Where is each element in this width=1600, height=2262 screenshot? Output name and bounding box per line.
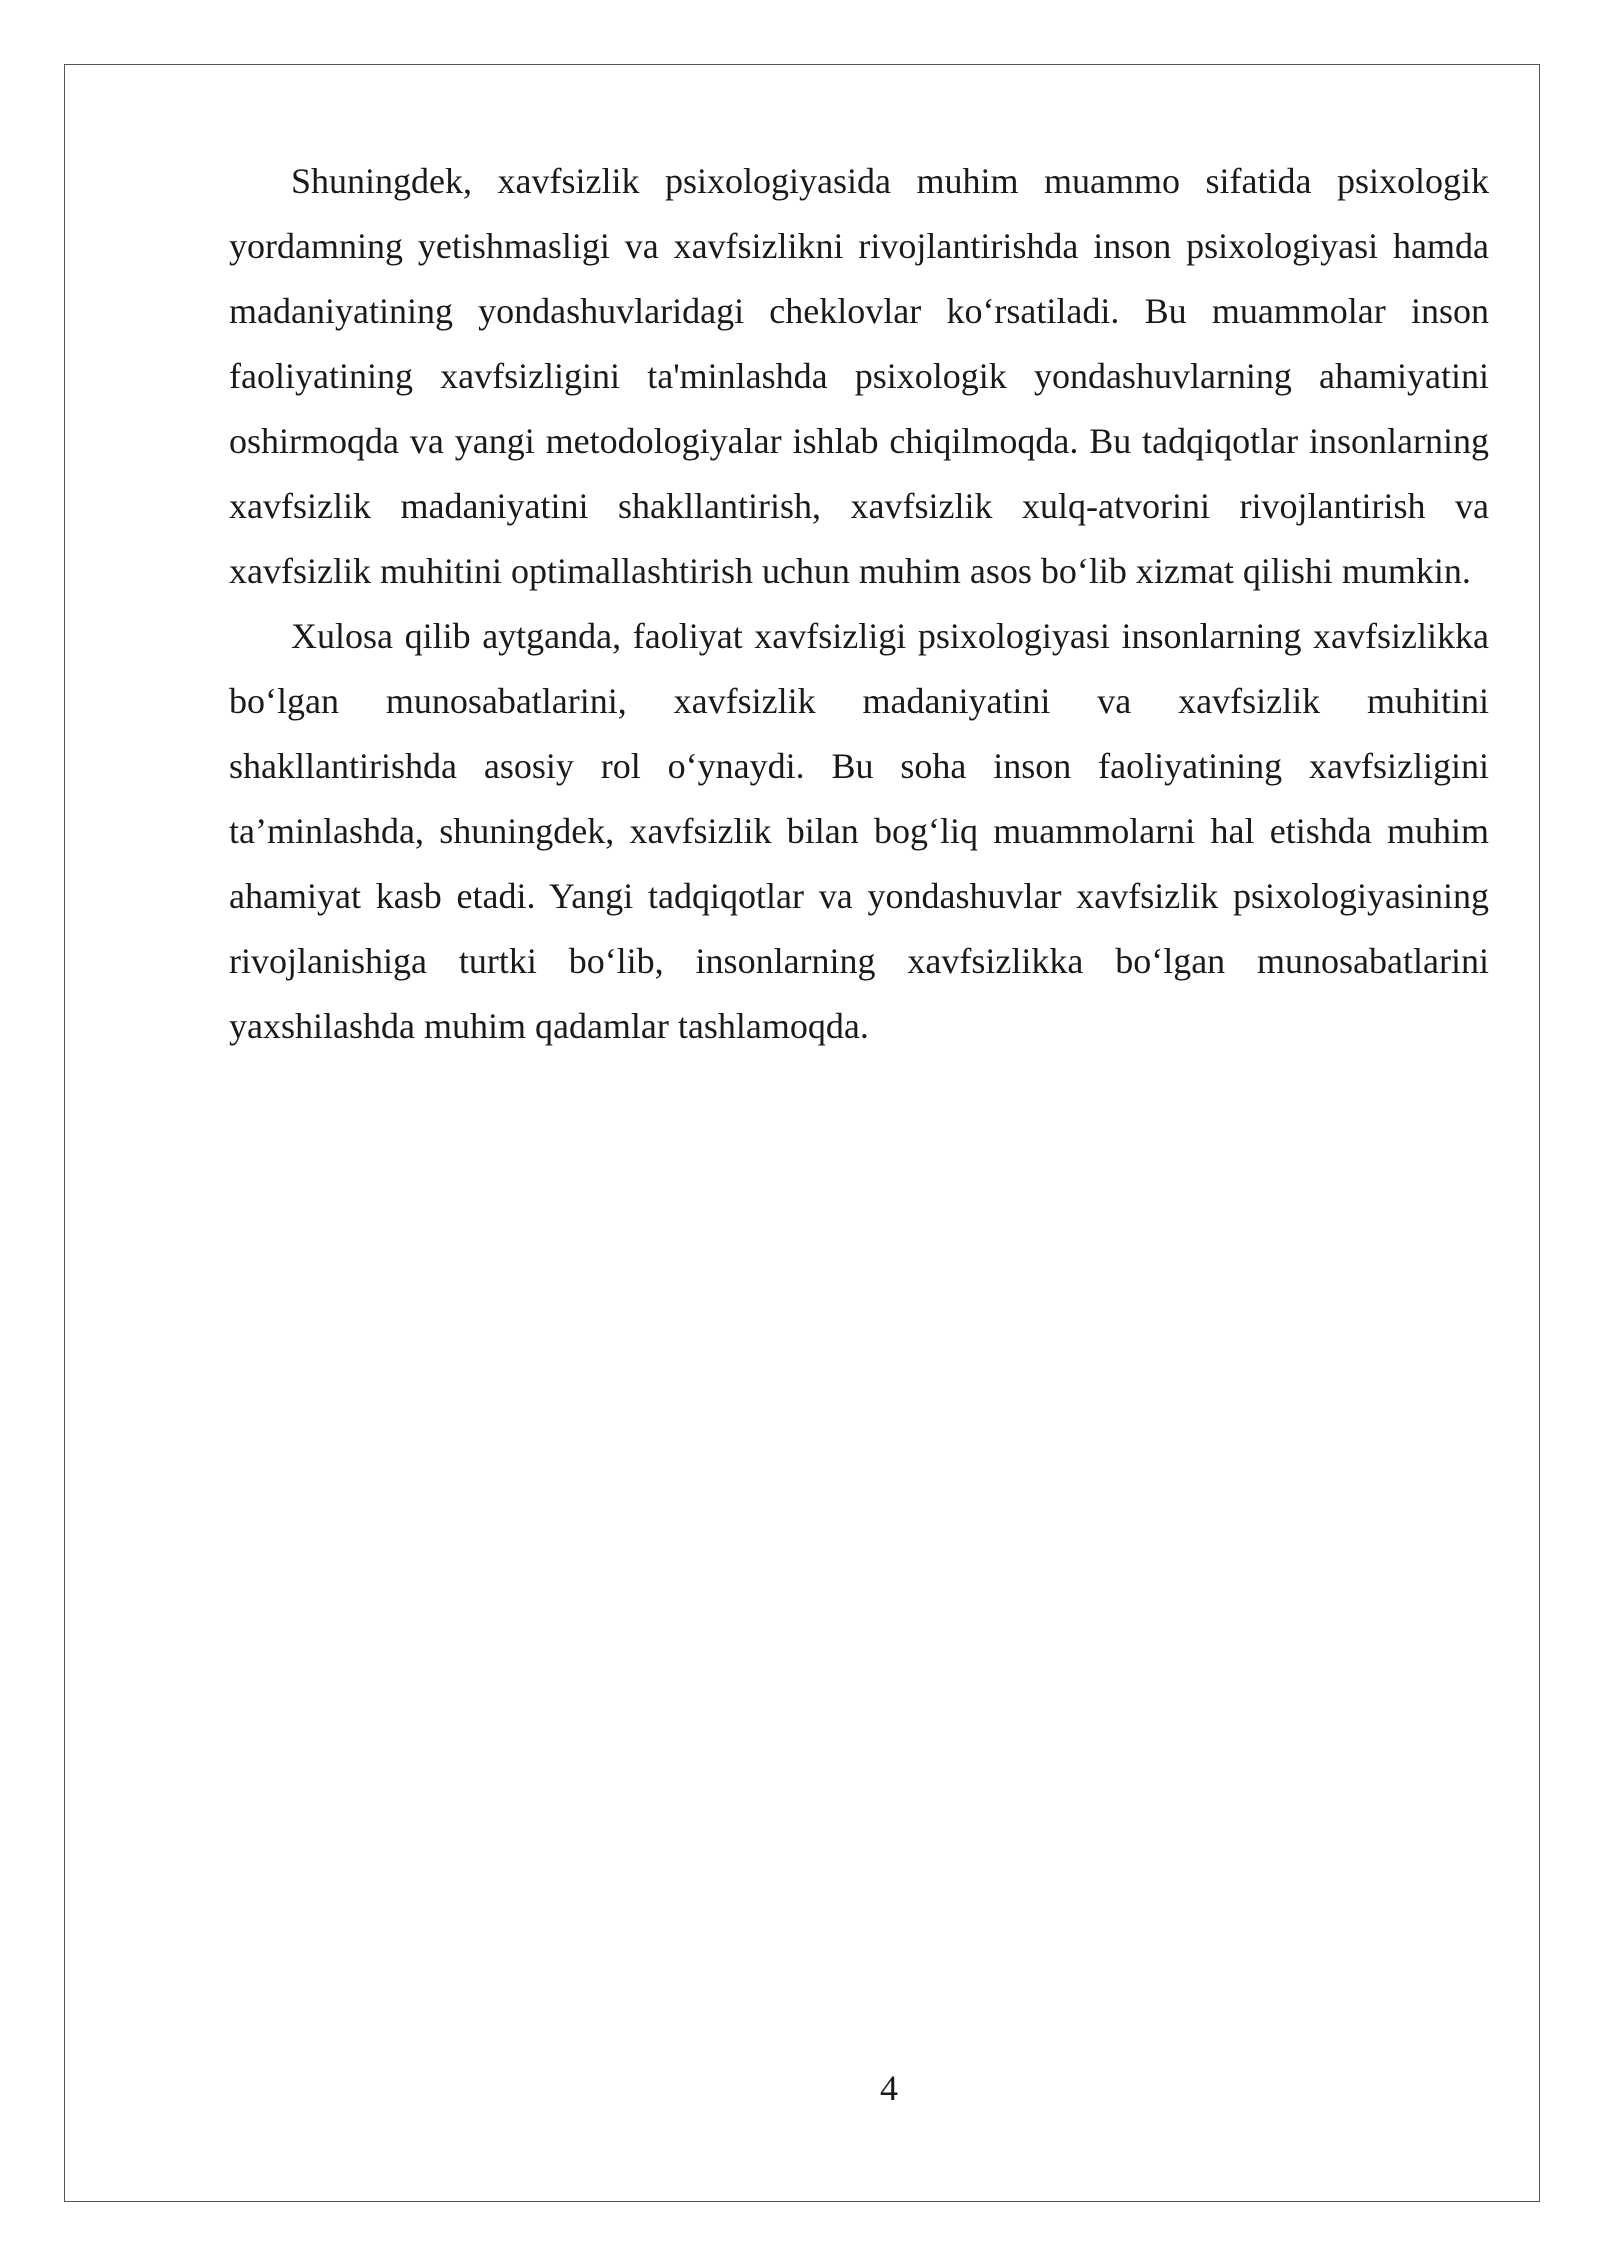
- document-body: [229, 149, 1489, 1059]
- paragraph-2: Xulosa qilib aytganda, faoliyat xavfsizligi psixologiyasi insonlarning xavfsizlikka bo‘lgan munosabatlarini, xavfsizlik madaniyatini va xavfsizlik muhitini shakllantirishda asosiy rol o‘ynaydi. Bu soha inson faoliyatining xavfsizligini ta’minlashda, shuningdek, xavfsizlik bilan bog‘liq muammolarni hal etishda muhim ahamiyat kasb etadi. Yangi tadqiqotlar va yondashuvlar xavfsizlik psixologiyasining rivojlanishiga turtki bo‘lib, insonlarning xavfsizlikka bo‘lgan munosabatlarini yaxshilashda muhim qadamlar tashlamoqda.: [229, 616, 1489, 1046]
- page-number: 4: [880, 2068, 898, 2108]
- paragraph-1: Shuningdek, xavfsizlik psixologiyasida muhim muammo sifatida psixologik yordamning yetishmasligi va xavfsizlikni rivojlantirishda inson psixologiyasi hamda madaniyatining yondashuvlaridagi cheklovlar ko‘rsatiladi. Bu muammolar inson faoliyatining xavfsizligini ta'minlashda psixologik yondashuvlarning ahamiyatini oshirmoqda va yangi metodologiyalar ishlab chiqilmoqda. Bu tadqiqotlar insonlarning xavfsizlik madaniyatini shakllantirish, xavfsizlik xulq-atvorini rivojlantirish va xavfsizlik muhitini optimallashtirish uchun muhim asos bo‘lib xizmat qilishi mumkin.: [229, 161, 1489, 591]
